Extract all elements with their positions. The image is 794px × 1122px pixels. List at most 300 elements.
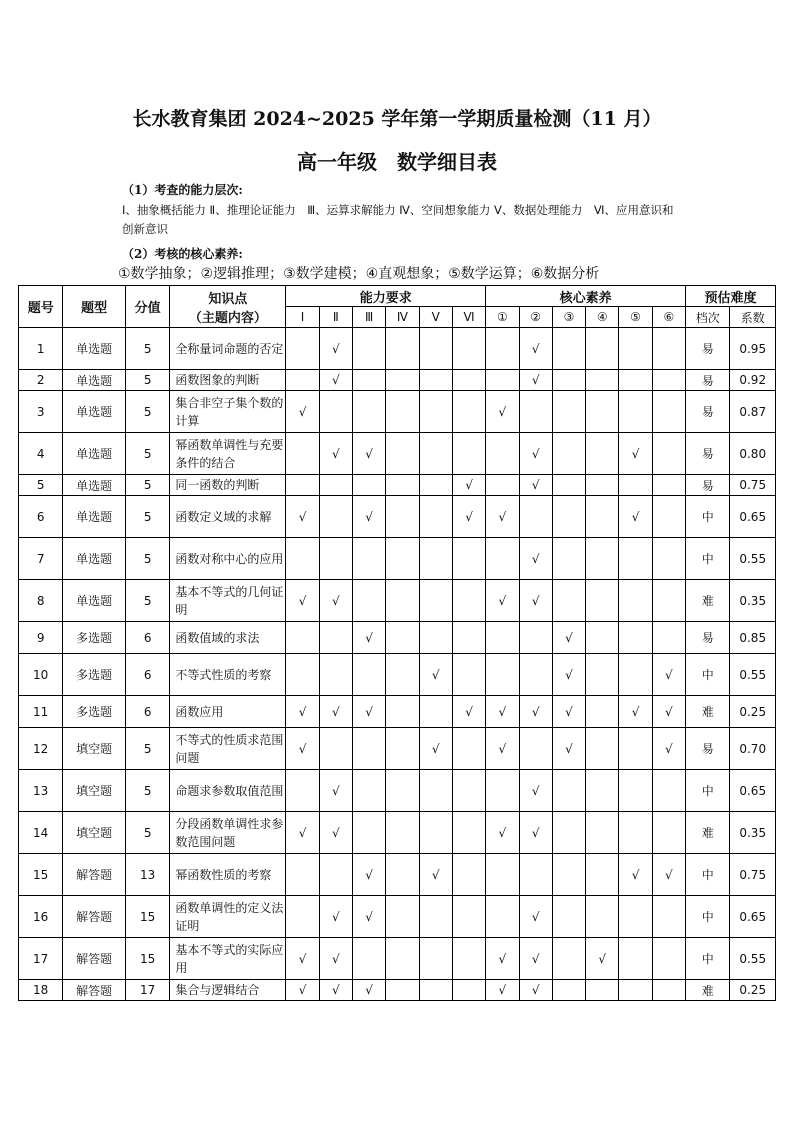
row-score: 5 (125, 770, 169, 812)
row-level: 中 (686, 538, 730, 580)
literacy-cell (619, 622, 652, 654)
literacy-cell (586, 728, 619, 770)
ability-levels-text: Ⅰ、抽象概括能力 Ⅱ、推理论证能力 Ⅲ、运算求解能力 Ⅳ、空间想象能力 Ⅴ、数据处理能力 Ⅵ、应用意识和创新意识 (122, 203, 674, 236)
row-coef: 0.65 (730, 896, 776, 938)
literacy-cell (652, 980, 685, 1001)
literacy-cell: √ (519, 980, 552, 1001)
row-coef: 0.75 (730, 475, 776, 496)
ability-cell: √ (286, 696, 319, 728)
literacy-cell (652, 812, 685, 854)
row-type: 单选题 (63, 370, 126, 391)
literacy-cell (552, 770, 585, 812)
ability-cell (386, 328, 419, 370)
ability-cell (319, 538, 352, 580)
literacy-cell (586, 496, 619, 538)
ability-cell (352, 728, 385, 770)
row-coef: 0.65 (730, 496, 776, 538)
row-coef: 0.25 (730, 980, 776, 1001)
ability-cell: √ (286, 938, 319, 980)
ability-cell (419, 622, 452, 654)
ability-cell (419, 580, 452, 622)
table-row (19, 622, 776, 654)
row-level: 中 (686, 938, 730, 980)
literacy-cell (486, 370, 519, 391)
literacy-cell (586, 770, 619, 812)
ability-cell: √ (352, 854, 385, 896)
literacy-cell (652, 770, 685, 812)
ability-cell (352, 370, 385, 391)
table-row (19, 391, 776, 433)
ability-cell (419, 896, 452, 938)
literacy-cell (652, 580, 685, 622)
header-ability: 能力要求 (286, 286, 486, 307)
row-coef: 0.35 (730, 812, 776, 854)
literacy-cell (586, 475, 619, 496)
ability-cell (452, 622, 485, 654)
row-topic: 集合非空子集个数的计算 (170, 391, 286, 433)
ability-cell (452, 538, 485, 580)
literacy-cell (586, 896, 619, 938)
ability-cell (352, 938, 385, 980)
row-coef: 0.55 (730, 538, 776, 580)
literacy-cell: √ (486, 696, 519, 728)
header-no: 题号 (19, 286, 63, 328)
literacy-cell: √ (486, 580, 519, 622)
row-level: 中 (686, 770, 730, 812)
literacy-cell: √ (652, 854, 685, 896)
ability-cell (352, 391, 385, 433)
header-literacy-4: ④ (586, 307, 619, 328)
table-row (19, 538, 776, 580)
row-type: 单选题 (63, 475, 126, 496)
literacy-cell (586, 812, 619, 854)
row-topic: 函数对称中心的应用 (170, 538, 286, 580)
ability-cell (452, 580, 485, 622)
row-topic: 同一函数的判断 (170, 475, 286, 496)
ability-cell: √ (352, 622, 385, 654)
ability-cell (386, 854, 419, 896)
literacy-cell (619, 391, 652, 433)
ability-cell (419, 496, 452, 538)
literacy-cell (486, 654, 519, 696)
literacy-cell: √ (519, 370, 552, 391)
literacy-cell (552, 938, 585, 980)
row-no: 14 (19, 812, 63, 854)
literacy-cell: √ (519, 328, 552, 370)
row-topic: 集合与逻辑结合 (170, 980, 286, 1001)
table-row (19, 496, 776, 538)
literacy-cell (552, 328, 585, 370)
ability-cell (319, 728, 352, 770)
literacy-cell: √ (552, 696, 585, 728)
table-row (19, 812, 776, 854)
row-topic: 函数值域的求法 (170, 622, 286, 654)
literacy-cell: √ (519, 538, 552, 580)
ability-cell: √ (319, 328, 352, 370)
literacy-cell (486, 433, 519, 475)
ability-cell: √ (319, 696, 352, 728)
row-coef: 0.95 (730, 328, 776, 370)
ability-cell: √ (352, 496, 385, 538)
ability-cell (419, 328, 452, 370)
literacy-cell (552, 433, 585, 475)
ability-cell (286, 654, 319, 696)
row-type: 解答题 (63, 980, 126, 1001)
literacy-cell (586, 328, 619, 370)
row-score: 5 (125, 812, 169, 854)
row-coef: 0.87 (730, 391, 776, 433)
row-topic: 幂函数单调性与充要条件的结合 (170, 433, 286, 475)
row-level: 易 (686, 391, 730, 433)
header-topic (170, 286, 286, 328)
ability-cell: √ (319, 370, 352, 391)
row-no: 16 (19, 896, 63, 938)
row-no: 2 (19, 370, 63, 391)
row-topic: 函数图象的判断 (170, 370, 286, 391)
ability-cell (386, 980, 419, 1001)
table-row (19, 696, 776, 728)
literacy-cell (486, 854, 519, 896)
ability-cell (352, 812, 385, 854)
row-score: 6 (125, 622, 169, 654)
table-row (19, 770, 776, 812)
ability-cell (286, 896, 319, 938)
ability-cell (386, 938, 419, 980)
row-topic: 函数单调性的定义法证明 (170, 896, 286, 938)
ability-cell (286, 475, 319, 496)
row-coef: 0.65 (730, 770, 776, 812)
header-literacy-2: ② (519, 307, 552, 328)
literacy-cell (552, 854, 585, 896)
row-level: 易 (686, 728, 730, 770)
literacy-cell: √ (652, 696, 685, 728)
ability-cell (419, 433, 452, 475)
ability-cell: √ (352, 696, 385, 728)
ability-cell: √ (319, 812, 352, 854)
literacy-cell (552, 538, 585, 580)
header-level: 档次 (686, 307, 730, 328)
ability-cell (286, 370, 319, 391)
literacy-cell: √ (552, 654, 585, 696)
literacy-cell (652, 622, 685, 654)
literacy-cell: √ (519, 580, 552, 622)
row-no: 13 (19, 770, 63, 812)
ability-cell (386, 896, 419, 938)
ability-cell (386, 654, 419, 696)
literacy-cell (586, 654, 619, 696)
ability-cell (286, 622, 319, 654)
ability-section-heading: （1）考查的能力层次: (122, 183, 243, 197)
row-type: 解答题 (63, 854, 126, 896)
literacy-cell: √ (552, 728, 585, 770)
literacy-cell (619, 328, 652, 370)
table-row (19, 728, 776, 770)
row-topic: 命题求参数取值范围 (170, 770, 286, 812)
literacy-cell (619, 580, 652, 622)
row-no: 1 (19, 328, 63, 370)
literacy-cell (619, 938, 652, 980)
literacy-cell (619, 980, 652, 1001)
literacy-cell: √ (519, 475, 552, 496)
literacy-cell (486, 328, 519, 370)
ability-cell (386, 770, 419, 812)
ability-cell (386, 728, 419, 770)
ability-cell (286, 538, 319, 580)
row-score: 5 (125, 538, 169, 580)
row-no: 11 (19, 696, 63, 728)
ability-cell: √ (419, 654, 452, 696)
ability-cell (352, 580, 385, 622)
literacy-cell: √ (586, 938, 619, 980)
literacy-cell (619, 475, 652, 496)
ability-cell (319, 854, 352, 896)
row-level: 中 (686, 496, 730, 538)
ability-cell (386, 696, 419, 728)
row-level: 易 (686, 370, 730, 391)
row-coef: 0.75 (730, 854, 776, 896)
row-no: 3 (19, 391, 63, 433)
row-no: 8 (19, 580, 63, 622)
ability-cell (319, 654, 352, 696)
ability-cell: √ (319, 896, 352, 938)
literacy-cell (486, 896, 519, 938)
detail-table (18, 285, 776, 1001)
row-type: 填空题 (63, 812, 126, 854)
header-literacy-1: ① (486, 307, 519, 328)
literacy-cell: √ (486, 391, 519, 433)
ability-cell (286, 433, 319, 475)
row-topic: 不等式的性质求范围问题 (170, 728, 286, 770)
row-score: 5 (125, 328, 169, 370)
table-body (19, 328, 776, 1001)
header-ability-1: Ⅰ (286, 307, 319, 328)
literacy-cell: √ (619, 433, 652, 475)
row-type: 解答题 (63, 938, 126, 980)
table-row (19, 980, 776, 1001)
row-level: 难 (686, 580, 730, 622)
literacy-cell: √ (619, 854, 652, 896)
literacy-cell: √ (486, 980, 519, 1001)
row-coef: 0.70 (730, 728, 776, 770)
row-type: 填空题 (63, 770, 126, 812)
row-no: 15 (19, 854, 63, 896)
literacy-cell (552, 812, 585, 854)
literacy-cell (586, 622, 619, 654)
table-row (19, 896, 776, 938)
row-level: 易 (686, 433, 730, 475)
ability-cell (319, 496, 352, 538)
ability-cell: √ (352, 896, 385, 938)
row-score: 15 (125, 896, 169, 938)
row-type: 单选题 (63, 433, 126, 475)
literacy-cell (652, 538, 685, 580)
row-type: 多选题 (63, 622, 126, 654)
row-coef: 0.55 (730, 654, 776, 696)
header-topic-line1: 知识点 (208, 291, 248, 307)
literacy-cell (652, 938, 685, 980)
literacy-cell (619, 896, 652, 938)
row-topic: 基本不等式的几何证明 (170, 580, 286, 622)
header-literacy-3: ③ (552, 307, 585, 328)
literacy-cell: √ (486, 938, 519, 980)
literacy-cell (586, 370, 619, 391)
literacy-cell (586, 980, 619, 1001)
ability-cell (452, 770, 485, 812)
row-score: 5 (125, 391, 169, 433)
ability-cell (452, 433, 485, 475)
row-coef: 0.80 (730, 433, 776, 475)
ability-cell (386, 433, 419, 475)
row-coef: 0.35 (730, 580, 776, 622)
ability-cell: √ (419, 728, 452, 770)
row-score: 5 (125, 496, 169, 538)
ability-cell: √ (319, 938, 352, 980)
ability-cell (386, 622, 419, 654)
ability-cell (419, 391, 452, 433)
ability-cell: √ (419, 854, 452, 896)
header-ability-6: Ⅵ (452, 307, 485, 328)
literacy-cell: √ (486, 496, 519, 538)
row-type: 解答题 (63, 896, 126, 938)
row-score: 5 (125, 475, 169, 496)
row-no: 4 (19, 433, 63, 475)
ability-cell (352, 538, 385, 580)
ability-cell (452, 391, 485, 433)
header-literacy: 核心素养 (486, 286, 686, 307)
literacy-cell (586, 433, 619, 475)
row-topic: 函数应用 (170, 696, 286, 728)
literacy-cell: √ (519, 433, 552, 475)
header-ability-3: Ⅲ (352, 307, 385, 328)
table-row (19, 938, 776, 980)
ability-cell (352, 475, 385, 496)
table-row (19, 580, 776, 622)
literacy-cell (552, 475, 585, 496)
row-topic: 全称量词命题的否定 (170, 328, 286, 370)
table-row (19, 654, 776, 696)
row-no: 9 (19, 622, 63, 654)
literacy-section-heading: （2）考核的核心素养: (122, 247, 243, 261)
literacy-cell (652, 391, 685, 433)
header-topic-line2: （主题内容） (188, 310, 267, 326)
row-coef: 0.55 (730, 938, 776, 980)
literacy-cell (586, 854, 619, 896)
ability-cell (386, 496, 419, 538)
row-level: 难 (686, 696, 730, 728)
ability-cell (452, 854, 485, 896)
row-no: 6 (19, 496, 63, 538)
literacy-cell (652, 896, 685, 938)
ability-cell (386, 391, 419, 433)
literacy-cell (586, 391, 619, 433)
row-score: 5 (125, 728, 169, 770)
literacy-cell (486, 538, 519, 580)
header-score: 分值 (125, 286, 169, 328)
ability-cell (452, 328, 485, 370)
header-literacy-5: ⑤ (619, 307, 652, 328)
literacy-cell (619, 654, 652, 696)
ability-cell (452, 896, 485, 938)
ability-cell (419, 938, 452, 980)
header-ability-2: Ⅱ (319, 307, 352, 328)
table-row (19, 370, 776, 391)
row-score: 5 (125, 433, 169, 475)
row-coef: 0.92 (730, 370, 776, 391)
ability-cell (452, 370, 485, 391)
row-type: 单选题 (63, 496, 126, 538)
literacy-cell (652, 433, 685, 475)
literacy-cell: √ (486, 812, 519, 854)
ability-cell: √ (352, 433, 385, 475)
row-type: 单选题 (63, 538, 126, 580)
ability-cell (419, 696, 452, 728)
literacy-cell (519, 496, 552, 538)
row-level: 中 (686, 896, 730, 938)
literacy-cell (619, 538, 652, 580)
literacy-cell (586, 538, 619, 580)
ability-cell (386, 538, 419, 580)
ability-cell (319, 622, 352, 654)
literacy-cell (586, 580, 619, 622)
ability-cell (419, 770, 452, 812)
ability-cell (386, 580, 419, 622)
ability-cell: √ (319, 980, 352, 1001)
literacy-cell (552, 391, 585, 433)
ability-cell: √ (319, 770, 352, 812)
row-score: 5 (125, 370, 169, 391)
ability-cell: √ (286, 391, 319, 433)
literacy-cell (519, 854, 552, 896)
table-row (19, 433, 776, 475)
table-row (19, 854, 776, 896)
header-coef: 系数 (730, 307, 776, 328)
literacy-cell: √ (519, 938, 552, 980)
literacy-cell (519, 654, 552, 696)
literacy-cell (619, 728, 652, 770)
ability-cell: √ (286, 580, 319, 622)
ability-cell (386, 475, 419, 496)
row-no: 12 (19, 728, 63, 770)
literacy-cell: √ (519, 770, 552, 812)
ability-cell: √ (452, 496, 485, 538)
literacy-cell (552, 896, 585, 938)
row-coef: 0.25 (730, 696, 776, 728)
ability-cell (419, 475, 452, 496)
row-topic: 函数定义域的求解 (170, 496, 286, 538)
row-score: 17 (125, 980, 169, 1001)
header-type: 题型 (63, 286, 126, 328)
row-score: 15 (125, 938, 169, 980)
ability-cell: √ (452, 696, 485, 728)
table-row (19, 328, 776, 370)
ability-cell: √ (319, 580, 352, 622)
ability-cell (386, 370, 419, 391)
literacy-cell (486, 622, 519, 654)
literacy-cell: √ (519, 812, 552, 854)
row-type: 多选题 (63, 696, 126, 728)
ability-cell: √ (286, 728, 319, 770)
row-no: 7 (19, 538, 63, 580)
ability-cell (286, 328, 319, 370)
header-literacy-6: ⑥ (652, 307, 685, 328)
literacy-cell (552, 370, 585, 391)
page-subtitle: 高一年级 数学细目表 (297, 150, 497, 174)
ability-cell (319, 391, 352, 433)
literacy-cell (519, 622, 552, 654)
literacy-cell: √ (619, 496, 652, 538)
literacy-cell (552, 496, 585, 538)
row-level: 易 (686, 328, 730, 370)
